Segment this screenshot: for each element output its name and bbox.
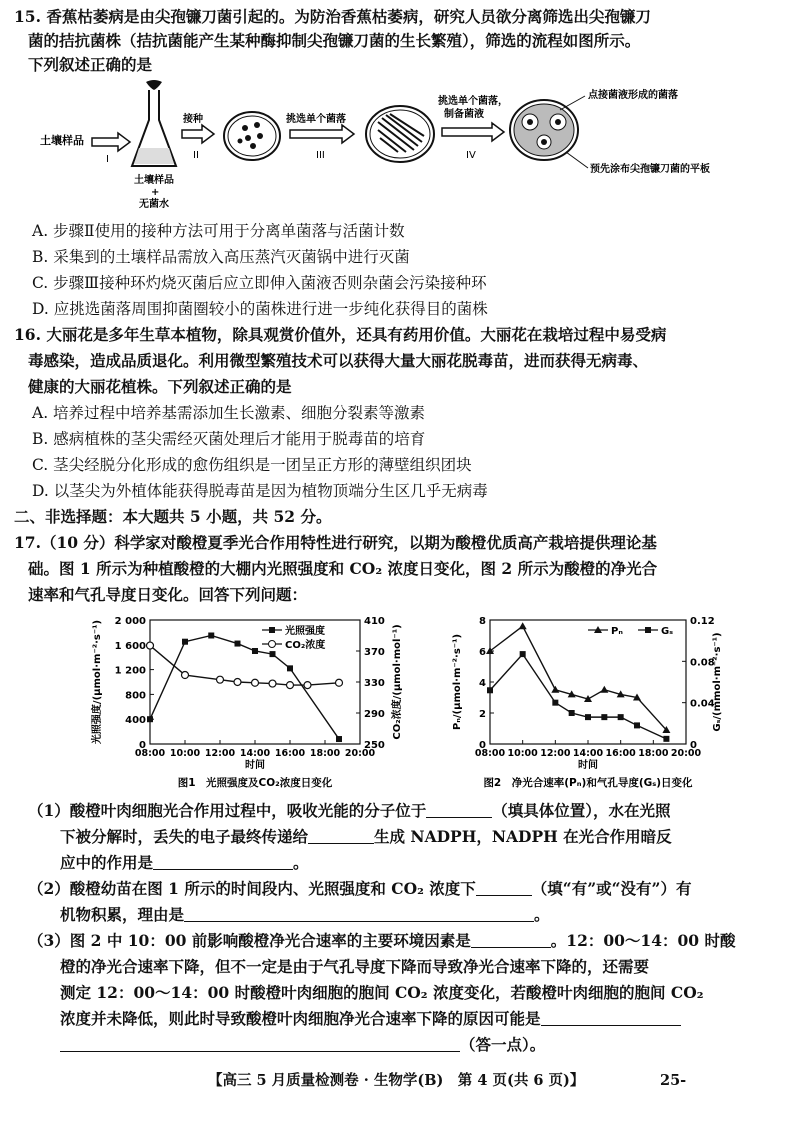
q17-sub3-text-f: （答一点）。 xyxy=(460,1035,546,1054)
y-left-tick-label: 2 000 xyxy=(114,616,146,627)
q17-sub3-blank-1[interactable] xyxy=(471,931,551,948)
q16-stem-line-2: 毒感染，造成品质退化。利用微型繁殖技术可以获得大量大丽花脱毒苗，进而获得无病毒、 xyxy=(28,351,649,370)
step-1-arrow xyxy=(92,133,130,151)
data-point-circle xyxy=(336,679,343,686)
q17-sub2-text-b: （填“有”或“没有”）有 xyxy=(531,879,692,898)
q17-sub1-text-f: 。 xyxy=(293,853,309,872)
q17-sub2-line-2 xyxy=(60,904,550,926)
section-2-heading: 二、非选择题：本大题共 5 小题，共 52 分。 xyxy=(14,507,332,526)
q17-sub1-line-1 xyxy=(28,800,671,822)
colony-label: 点接菌液形成的菌落 xyxy=(588,90,678,101)
legend-marker-square xyxy=(645,627,651,633)
y-left-axis-label: Pₙ/(μmol·m⁻²·s⁻¹) xyxy=(452,633,463,731)
data-point-circle xyxy=(182,672,189,679)
data-point-square xyxy=(208,633,214,639)
data-point-circle xyxy=(304,682,311,689)
x-axis-label: 时间 xyxy=(245,760,265,771)
data-point-circle xyxy=(252,679,259,686)
q16-option-d: D. 以茎尖为外植体能获得脱毒苗是因为植物顶端分生区几乎无病毒 xyxy=(32,482,488,500)
plot-frame xyxy=(490,620,686,744)
x-tick-label: 20:00 xyxy=(670,748,702,759)
q17-sub3-line-1 xyxy=(28,930,735,952)
y-left-tick-label: 0 xyxy=(139,740,146,751)
q17-sub2-text-d: 。 xyxy=(534,905,550,924)
flask-label-1: 土壤样品 xyxy=(134,175,174,186)
spread-plate-icon xyxy=(224,112,280,160)
y-left-tick-label: 2 xyxy=(479,709,486,720)
y-right-tick-label: 0.08 xyxy=(690,657,715,669)
x-tick-label: 18:00 xyxy=(309,748,341,759)
legend-label-1: CO₂浓度 xyxy=(285,640,326,651)
y-right-tick-label: 290 xyxy=(364,709,385,720)
data-point-circle xyxy=(269,680,276,687)
q17-sub3-text-e: 浓度并未降低，则此时导致酸橙叶肉细胞净光合速率下降的原因可能是 xyxy=(60,1009,541,1028)
q17-sub3-text-b: 。12：00～14：00 时酸 xyxy=(550,931,736,950)
q17-sub1-blank-2[interactable] xyxy=(308,827,374,844)
pick-colony-2-label-a: 挑选单个菌落， xyxy=(438,96,508,107)
x-tick-label: 12:00 xyxy=(204,748,236,759)
q17-stem-line-1: 17.（10 分）科学家对酸橙夏季光合作用特性进行研究，以期为酸橙优质高产栽培提供理论基 xyxy=(14,533,657,552)
q16-option-b: B. 感病植株的茎尖需经灭菌处理后才能用于脱毒苗的培育 xyxy=(32,430,426,448)
data-point-triangle xyxy=(519,622,527,629)
q17-sub3-line-4 xyxy=(60,1008,681,1030)
q16-stem-line-1: 16. 大丽花是多年生草本植物，除具观赏价值外，还具有药用价值。大丽花在栽培过程中易受病 xyxy=(14,325,667,344)
y-left-tick-label: 4 xyxy=(479,678,486,689)
q17-sub1-blank-1[interactable] xyxy=(426,801,492,818)
q17-sub1-text-c: 下被分解时，丢失的电子最终传递给 xyxy=(60,827,309,846)
q16-option-a: A. 培养过程中培养基需添加生长激素、细胞分裂素等激素 xyxy=(32,404,426,422)
step-2-label: II xyxy=(193,150,199,161)
x-tick-label: 14:00 xyxy=(239,748,271,759)
y-left-tick-label: 1 200 xyxy=(114,665,146,677)
y-right-tick-label: 0.12 xyxy=(690,616,715,627)
q17-sub3-text-a: （3）图 2 中 10：00 前影响酸橙净光合速率的主要环境因素是 xyxy=(28,931,471,950)
x-tick-label: 18:00 xyxy=(638,748,669,759)
y-left-tick-label: 0 xyxy=(479,740,486,751)
pick-colony-2-label-b: 制备菌液 xyxy=(444,109,484,120)
q16-stem-line-3: 健康的大丽花植株。下列叙述正确的是 xyxy=(28,377,292,396)
page-footer: 【高三 5 月质量检测卷 · 生物学(B) 第 4 页(共 6 页)】 xyxy=(208,1072,585,1089)
data-point-square xyxy=(270,651,276,657)
step-2-arrow xyxy=(182,125,214,143)
q17-sub1-text-e: 应中的作用是 xyxy=(60,853,154,872)
data-point-square xyxy=(235,641,241,647)
q17-sub1-line-3 xyxy=(60,852,309,874)
data-point-circle xyxy=(234,679,241,686)
q15-stem-line-1: 15. 香蕉枯萎病是由尖孢镰刀菌引起的。为防治香蕉枯萎病，研究人员欲分离筛选出尖孢镰刀 xyxy=(14,7,651,26)
q17-sub1-line-2 xyxy=(60,826,672,848)
data-point-square xyxy=(634,722,640,728)
y-left-tick-label: 6 xyxy=(479,647,486,658)
q17-sub2-text-c: 机物积累，理由是 xyxy=(60,905,185,924)
x-tick-label: 10:00 xyxy=(169,748,201,759)
data-point-square xyxy=(601,714,607,720)
step-3-arrow xyxy=(290,125,354,143)
x-tick-label: 16:00 xyxy=(274,748,306,759)
step-4-arrow xyxy=(442,123,504,141)
data-point-square xyxy=(336,736,342,742)
q17-sub2-line-1 xyxy=(28,878,691,900)
y-left-tick-label: 8 xyxy=(479,616,486,627)
x-tick-label: 10:00 xyxy=(507,748,538,759)
legend-label-1: Gₛ xyxy=(661,626,674,637)
x-axis-label: 时间 xyxy=(578,760,598,771)
q17-sub2-blank-1[interactable] xyxy=(476,879,532,896)
data-point-square xyxy=(663,736,669,742)
data-point-square xyxy=(618,714,624,720)
step-4-label: IV xyxy=(466,150,476,161)
x-tick-label: 14:00 xyxy=(572,748,604,759)
q15-option-d: D. 应挑选菌落周围抑菌圈较小的菌株进行进一步纯化获得目的菌株 xyxy=(32,300,488,318)
q17-stem-line-3: 速率和气孔导度日变化。回答下列问题： xyxy=(28,585,308,604)
data-point-square xyxy=(552,700,558,706)
q15-option-c: C. 步骤Ⅲ接种环灼烧灭菌后应立即伸入菌液否则杂菌会污染接种环 xyxy=(32,274,487,292)
q16-option-c: C. 茎尖经脱分化形成的愈伤组织是一团呈正方形的薄壁组织团块 xyxy=(32,456,472,474)
data-point-circle xyxy=(147,642,154,649)
y-right-tick-label: 410 xyxy=(364,616,385,627)
data-point-triangle xyxy=(551,686,559,693)
q17-sub3-blank-3[interactable] xyxy=(60,1035,460,1052)
q15-option-b: B. 采集到的土壤样品需放入高压蒸汽灭菌锅中进行灭菌 xyxy=(32,248,410,266)
data-point-square xyxy=(182,639,188,645)
data-point-square xyxy=(569,710,575,716)
data-point-square xyxy=(585,714,591,720)
inoculate-label: 接种 xyxy=(183,114,203,125)
x-tick-label: 16:00 xyxy=(605,748,636,759)
page-code: 25- xyxy=(660,1072,687,1089)
q15-stem-line-2: 菌的拮抗菌株（拮抗菌能产生某种酶抑制尖孢镰刀菌的生长繁殖），筛选的流程如图所示。 xyxy=(28,31,641,50)
data-point-circle xyxy=(287,682,294,689)
y-left-axis-label: 光照强度/(μmol·m⁻²·s⁻¹) xyxy=(92,619,103,745)
q17-sub1-text-b: （填具体位置），水在光照 xyxy=(492,801,671,820)
y-left-tick-label: 1 600 xyxy=(114,640,146,652)
plate-label: 预先涂布尖孢镰刀菌的平板 xyxy=(590,164,710,175)
y-right-axis-label: CO₂浓度/(μmol·mol⁻¹) xyxy=(392,624,403,740)
legend-label-0: Pₙ xyxy=(611,626,623,637)
figure-caption: 图2 净光合速率(Pₙ)和气孔导度(Gₛ)日变化 xyxy=(483,777,693,789)
q15-stem-line-3: 下列叙述正确的是 xyxy=(28,55,153,74)
plate-pointer xyxy=(566,152,588,168)
data-point-square xyxy=(520,651,526,657)
step-1-label: I xyxy=(106,154,109,165)
x-tick-label: 20:00 xyxy=(344,748,376,759)
flask-label-2: 无菌水 xyxy=(139,199,169,210)
pick-colony-label: 挑选单个菌落 xyxy=(286,114,346,125)
y-right-tick-label: 370 xyxy=(364,647,385,658)
x-tick-label: 12:00 xyxy=(540,748,571,759)
y-left-tick-label: 400 xyxy=(125,715,146,727)
test-plate-icon xyxy=(510,100,578,160)
q17-sub3-line-3: 测定 12：00～14：00 时酸橙叶肉细胞的胞间 CO₂ 浓度变化，若酸橙叶肉细胞的胞间 CO₂ xyxy=(60,983,704,1002)
flask-icon xyxy=(132,80,176,166)
data-point-circle xyxy=(217,676,224,683)
legend-marker-square xyxy=(269,627,275,633)
y-right-tick-label: 250 xyxy=(364,740,385,751)
x-tick-label: 08:00 xyxy=(134,748,166,759)
data-point-square xyxy=(147,716,153,722)
figure-caption: 图1 光照强度及CO₂浓度日变化 xyxy=(177,777,333,789)
q15-option-a: A. 步骤Ⅱ使用的接种方法可用于分离单菌落与活菌计数 xyxy=(32,222,405,240)
y-right-tick-label: 330 xyxy=(364,678,385,689)
legend-label-0: 光照强度 xyxy=(285,626,325,637)
y-right-axis-label: Gₛ/(mmol·m⁻²·s⁻¹) xyxy=(712,632,723,732)
q17-sub1-blank-3[interactable] xyxy=(153,853,293,870)
data-point-square xyxy=(252,648,258,654)
soil-sample-label: 土壤样品 xyxy=(40,134,84,147)
q17-sub3-line-5 xyxy=(60,1034,545,1056)
series-line-1 xyxy=(150,646,339,686)
q17-sub1-text-a: （1）酸橙叶肉细胞光合作用过程中，吸收光能的分子位于 xyxy=(28,801,427,820)
step-3-label: III xyxy=(316,150,325,161)
colony-pointer xyxy=(560,96,585,110)
q17-sub3-blank-2[interactable] xyxy=(541,1009,681,1026)
data-point-square xyxy=(287,665,293,671)
data-point-square xyxy=(487,687,493,693)
q17-stem-line-2: 础。图 1 所示为种植酸橙的大棚内光照强度和 CO₂ 浓度日变化，图 2 所示为酸橙的净光合 xyxy=(28,559,658,578)
q17-sub3-line-2: 橙的净光合速率下降，但不一定是由于气孔导度下降而导致净光合速率下降的，还需要 xyxy=(60,957,650,976)
q17-sub1-text-d: 生成 NADPH，NADPH 在光合作用暗反 xyxy=(374,827,672,846)
flask-label-plus: + xyxy=(151,187,160,198)
y-left-tick-label: 800 xyxy=(125,690,146,702)
y-right-tick-label: 0 xyxy=(690,740,697,751)
streak-plate-icon xyxy=(366,106,434,162)
q17-sub2-blank-2[interactable] xyxy=(184,905,534,922)
figure-1-chart xyxy=(90,610,420,800)
figure-2-chart xyxy=(448,610,748,800)
legend-marker-circle xyxy=(269,641,276,648)
x-tick-label: 08:00 xyxy=(474,748,506,759)
y-right-tick-label: 0.04 xyxy=(690,698,715,710)
q17-sub2-text-a: （2）酸橙幼苗在图 1 所示的时间段内、光照强度和 CO₂ 浓度下 xyxy=(28,879,476,898)
data-point-triangle xyxy=(600,686,608,693)
screening-flow-diagram xyxy=(40,78,800,218)
